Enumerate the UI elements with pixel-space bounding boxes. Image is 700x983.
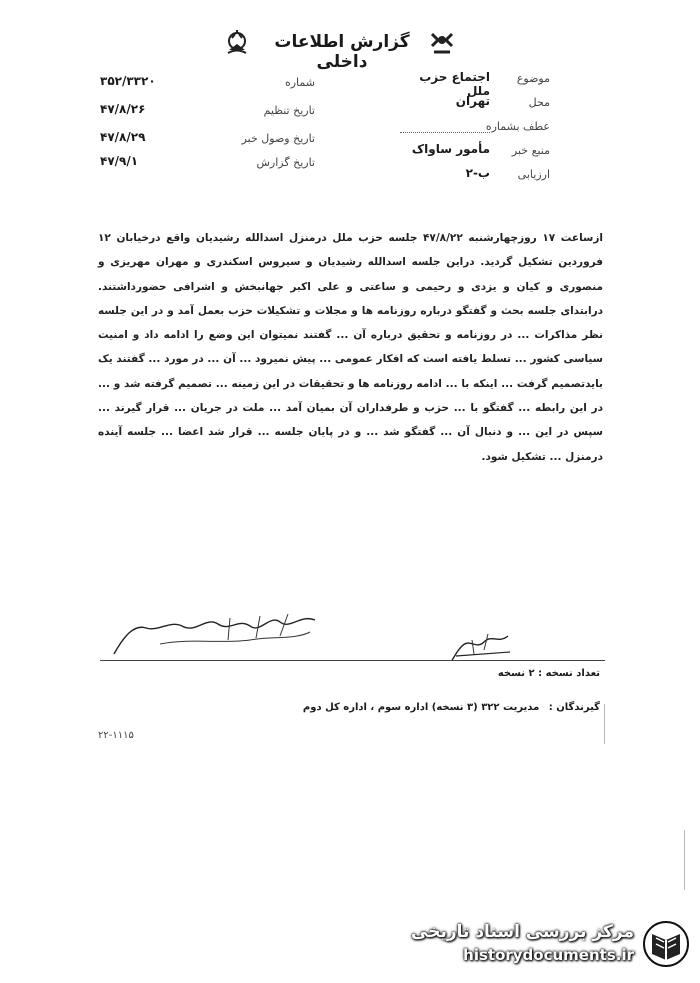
date-value: ۴۷/۸/۲۶	[100, 102, 146, 116]
meta-number-row	[100, 74, 315, 102]
meta-date-row	[100, 102, 315, 130]
edge-mark	[604, 704, 605, 744]
meta-report-row	[100, 154, 315, 178]
report-value: ۴۷/۹/۱	[100, 154, 139, 168]
watermark-center-name: مرکز بررسی اسناد تاریخی	[411, 922, 634, 942]
watermark-site: historydocuments.ir	[463, 946, 634, 964]
meta-right-block	[400, 70, 550, 190]
meta-left-block	[100, 74, 315, 178]
date-label: تاریخ تنظیم	[263, 104, 315, 117]
grade-value: ب-۲	[465, 166, 490, 180]
source-label: منبع خبر	[511, 144, 550, 157]
copies-count: تعداد نسخه : ۲ نسخه	[497, 668, 600, 679]
location-row	[400, 94, 550, 118]
received-value: ۴۷/۸/۲۹	[100, 130, 146, 144]
refno-label: عطف بشماره	[485, 120, 550, 133]
report-paragraph: ازساعت ۱۷ روزچهارشنبه ۴۷/۸/۲۲ جلسه حزب ملل درمنزل اسدالله رشیدیان واقع درخیابان ۱۲ فروردین تشکیل گردید. دراین جلسه اسدالله رشیدیان و سیروس اسکندری و مهران مهریزی و منصوری و کیان و یزدی و رحیمی و ساعتی و علی اکبر جهانبخش و اشرافی حضورداشتند. درابتدای جلسه بحث و گفتگو درباره روزنامه ها و مجلات و تشکیلات حزب بعمل آمد و در این جلسه نظر مذاکرات ... در روزنامه و تحقیق درباره آن ... گفتند نمیتوان این وضع را ادامه داد و امنیت سیاسی کشور ... تسلط یافته است که افکار عمومی ... پیش نمیرود ... آن ... در مورد ... گفتند یک بایدتصمیم گرفت ... اینکه با ... ادامه روزنامه ها و تحقیقات در این زمینه ... تصمیم گرفته شد و ... در این رابطه ... گفتگو با ... حزب و طرفداران آن بمیان آمد ... ملت در جریان ... قرار گیرند ... سپس در این ... و دنبال آن ... گفتگو شد ... و در پایان جلسه ... قرار شد اعضا ... جلسه آینده درمنزل ... تشکیل شود.	[98, 232, 604, 463]
received-label: تاریخ وصول خبر	[241, 132, 315, 145]
archive-watermark	[410, 914, 696, 972]
grade-row	[400, 166, 550, 190]
emblem-mark-icon	[428, 30, 456, 56]
recipients-label: گیرندگان :	[548, 702, 600, 713]
meta-received-row	[100, 130, 315, 154]
recipients-line	[240, 702, 600, 713]
handwritten-signature-icon	[110, 610, 325, 660]
subject-row	[400, 70, 550, 98]
number-value: ۳۵۲/۳۳۲۰	[100, 74, 156, 88]
source-value: مأمور ساواک	[411, 142, 490, 156]
subject-value: اجتماع حزب ملل	[419, 70, 490, 98]
refno-dotted-line	[400, 132, 490, 133]
subject-label: موضوع	[516, 72, 550, 85]
refno-row	[400, 118, 550, 142]
document-code: ۲۲-۱۱۱۵	[98, 730, 134, 741]
book-logo-icon	[642, 920, 690, 968]
location-value: تهران	[455, 94, 490, 108]
recipients-value: مدیریت ۳۲۲ (۳ نسخه) اداره سوم ، اداره کل دوم	[302, 702, 540, 713]
document-title: گزارش اطلاعات داخلی	[274, 32, 410, 72]
lion-sun-emblem-icon	[222, 30, 252, 56]
source-row	[400, 142, 550, 166]
report-label: تاریخ گزارش	[256, 156, 315, 169]
document-header	[0, 26, 700, 72]
report-body	[98, 226, 603, 469]
location-label: محل	[528, 96, 550, 109]
signature-divider	[100, 660, 605, 661]
edge-mark	[684, 830, 685, 890]
number-label: شماره	[284, 76, 315, 89]
grade-label: ارزیابی	[517, 168, 550, 181]
